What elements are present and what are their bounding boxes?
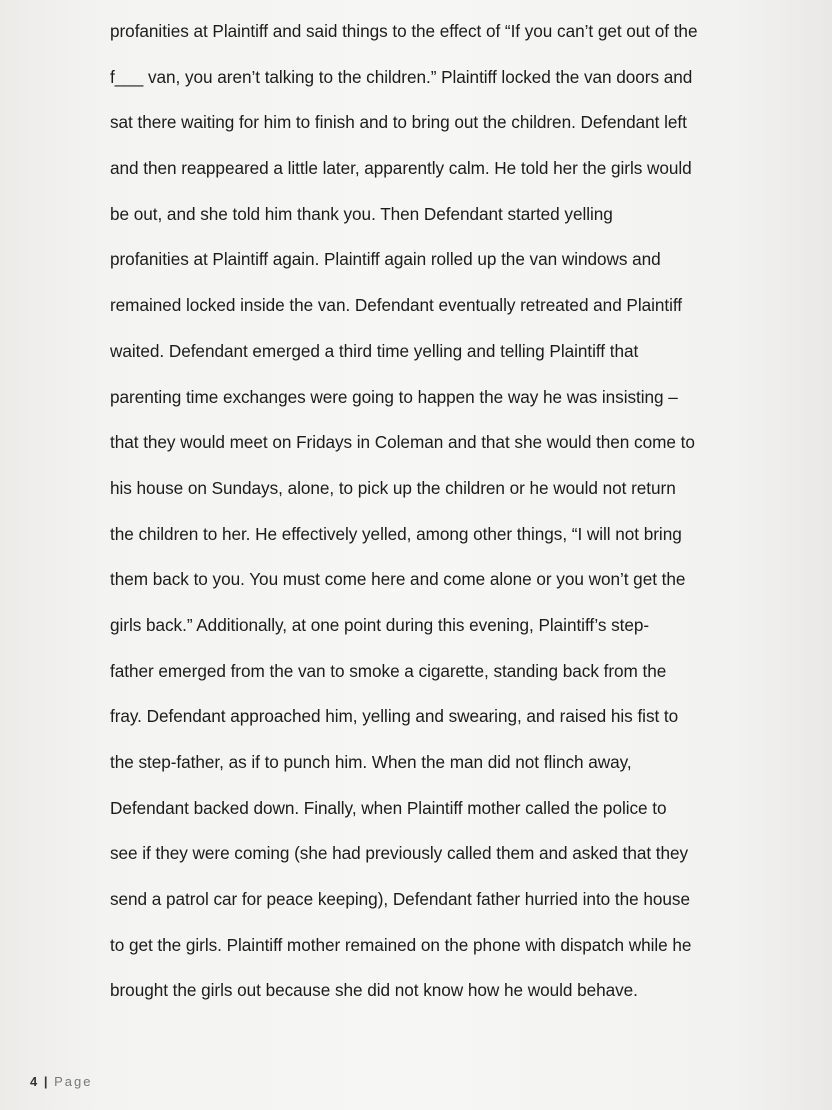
text-line: remained locked inside the van. Defendant eventually retreated and Plaintiff (110, 295, 683, 316)
page-number: 4 (30, 1074, 38, 1089)
text-line: to get the girls. Plaintiff mother remained on the phone with dispatch while he (110, 934, 692, 955)
text-line: parenting time exchanges were going to happen the way he was insisting – (110, 386, 678, 407)
text-line: them back to you. You must come here and come alone or you won’t get the (110, 569, 686, 590)
text-line: profanities at Plaintiff and said things to the effect of “If you can’t get out of the (110, 21, 698, 41)
text-line: fray. Defendant approached him, yelling and swearing, and raised his fist to (110, 706, 679, 727)
text-line: and then reappeared a little later, apparently calm. He told her the girls would (110, 158, 692, 179)
text-line: waited. Defendant emerged a third time yelling and telling Plaintiff that (110, 340, 639, 361)
text-line: be out, and she told him thank you. Then Defendant started yelling (110, 203, 613, 224)
text-line: father emerged from the van to smoke a cigarette, standing back from the (110, 660, 667, 681)
text-line: profanities at Plaintiff again. Plaintiff again rolled up the van windows and (110, 249, 661, 270)
body-paragraph (110, 14, 800, 1019)
text-line: sat there waiting for him to finish and to bring out the children. Defendant left (110, 112, 687, 133)
text-line: his house on Sundays, alone, to pick up the children or he would not return (110, 477, 676, 498)
text-line: send a patrol car for peace keeping), Defendant father hurried into the house (110, 889, 690, 910)
page-label: Page (54, 1074, 93, 1089)
text-line: see if they were coming (she had previously called them and asked that they (110, 843, 689, 864)
text-line: Defendant backed down. Finally, when Plaintiff mother called the police to (110, 797, 667, 818)
text-line: the children to her. He effectively yelled, among other things, “I will not bring (110, 523, 682, 544)
text-line: f___ van, you aren’t talking to the children.” Plaintiff locked the van doors and (110, 66, 693, 87)
text-line: girls back.” Additionally, at one point during this evening, Plaintiff’s step- (110, 614, 650, 635)
footer-separator: | (43, 1074, 48, 1089)
text-line: that they would meet on Fridays in Coleman and that she would then come to (110, 432, 695, 453)
text-line: the step-father, as if to punch him. When the man did not flinch away, (110, 752, 632, 772)
page-footer (30, 1074, 93, 1089)
text-line: brought the girls out because she did not know how he would behave. (110, 980, 638, 1001)
